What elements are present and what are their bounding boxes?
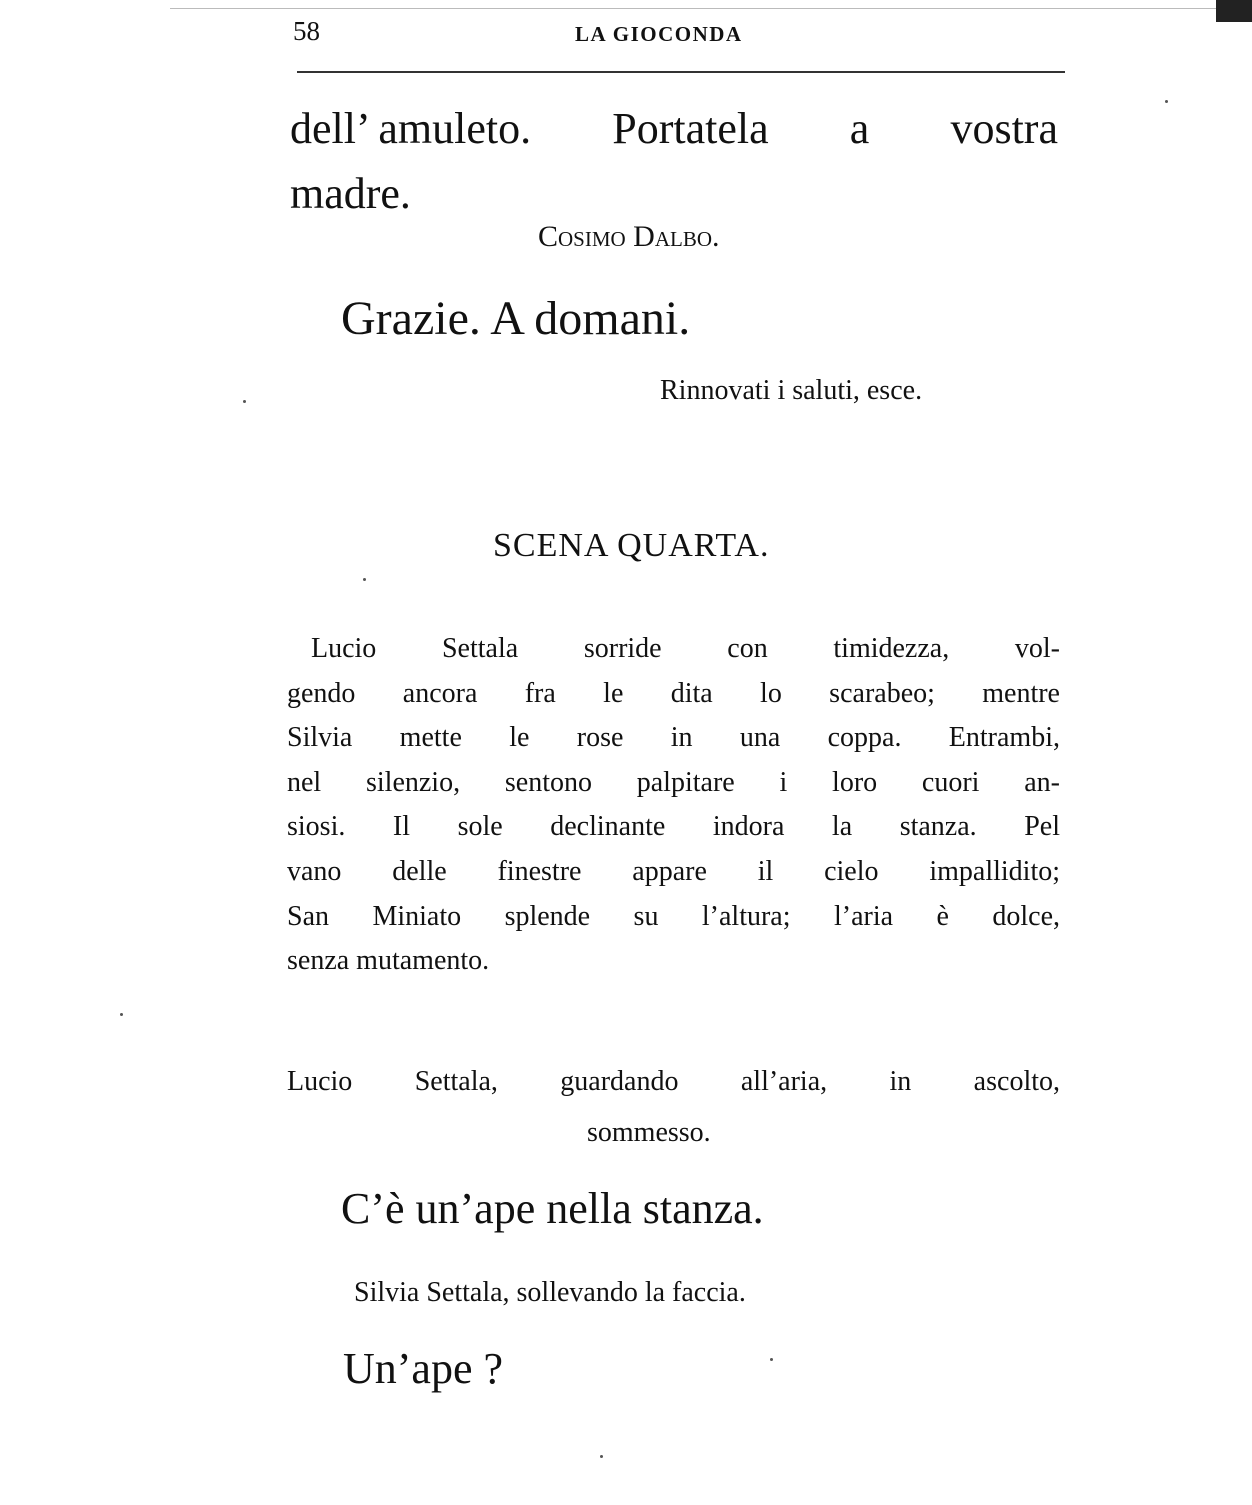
description-line: San Miniato splende su l’altura; l’aria è dolce, — [287, 900, 1060, 932]
stage-direction: Rinnovati i saluti, esce. — [660, 375, 923, 406]
scan-border-line — [170, 8, 1252, 9]
speaker-lucio-direction: sommesso. — [587, 1117, 711, 1148]
line1-word: Portatela — [612, 104, 769, 153]
page-number: 58 — [293, 16, 320, 46]
description-line: siosi. Il sole declinante indora la stanza. Pel — [287, 811, 1060, 843]
scene-title: SCENA QUARTA. — [493, 527, 770, 564]
description-line: Silvia mette le rose in una coppa. Entrambi, — [287, 722, 1060, 754]
speech-un-ape: Un’ape ? — [343, 1344, 504, 1393]
speaker-cosimo-dalbo: Cosimo Dalbo. — [538, 220, 720, 253]
scan-corner-mark — [1216, 0, 1252, 22]
scene-description — [287, 627, 1060, 984]
line1-word: vostra — [950, 104, 1058, 153]
description-line: vano delle finestre appare il cielo impallidito; — [287, 855, 1060, 887]
description-line: gendo ancora fra le dita lo scarabeo; mentre — [287, 677, 1060, 709]
running-title: LA GIOCONDA — [575, 22, 743, 46]
dialogue-line-1 — [290, 103, 1058, 154]
line1-word: a — [849, 104, 870, 153]
speaker-silvia-settala: Silvia Settala, sollevando la faccia. — [354, 1277, 746, 1308]
speech-grazie: Grazie. A domani. — [341, 292, 691, 345]
description-line: Lucio Settala sorride con timidezza, vol- — [311, 633, 1060, 664]
speaker-lucio-settala: Lucio Settala, guardando all’aria, in ascolto, — [287, 1066, 1060, 1097]
dialogue-line-2: madre. — [290, 169, 411, 218]
description-line: nel silenzio, sentono palpitare i loro cuori an- — [287, 766, 1060, 798]
header-rule — [297, 71, 1065, 73]
speech-ape-stanza: C’è un’ape nella stanza. — [341, 1184, 764, 1233]
line1-word: dell’ amuleto. — [290, 104, 532, 153]
description-line: senza mutamento. — [287, 945, 490, 977]
